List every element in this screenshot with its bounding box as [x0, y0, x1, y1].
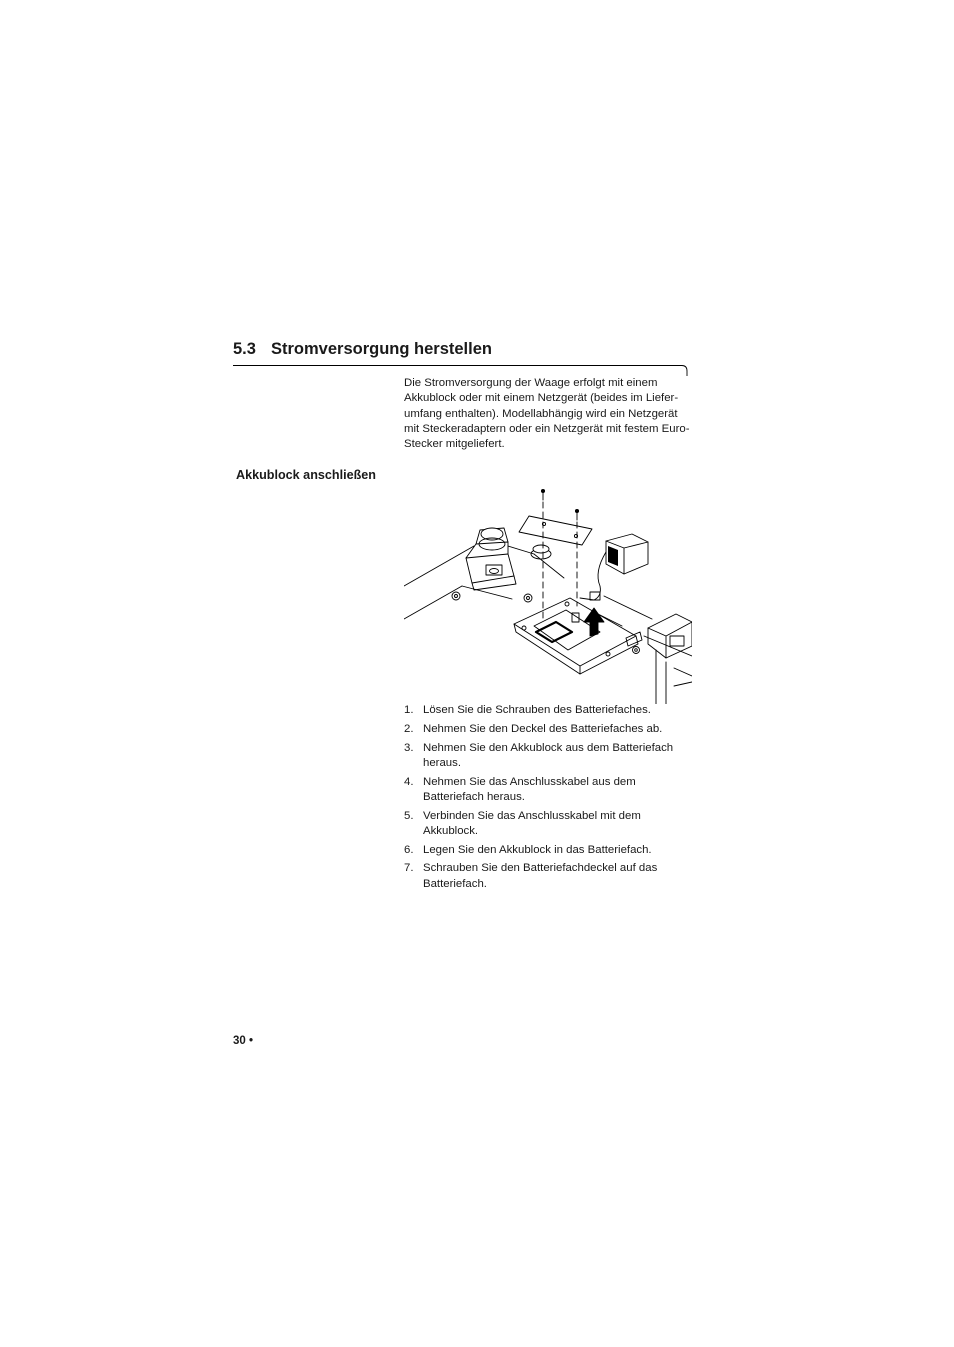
list-item — [404, 775, 694, 805]
step-number: 4. — [404, 775, 414, 788]
list-item — [404, 741, 694, 771]
step-text: Lösen Sie die Schrauben des Batteriefaches. — [423, 704, 651, 716]
step-text: Nehmen Sie den Deckel des Batteriefaches ab. — [423, 722, 663, 735]
step-text: Verbinden Sie das Anschlusskabel mit dem Akkublock. — [423, 809, 641, 837]
step-number: 6. — [404, 843, 414, 856]
step-number: 2. — [404, 722, 414, 735]
section-title: Stromversorgung herstellen — [271, 340, 492, 358]
list-item — [404, 809, 694, 839]
step-number: 5. — [404, 809, 414, 822]
step-list — [404, 703, 694, 895]
step-text: Schrauben Sie den Batteriefachdeckel auf das Batteriefach. — [423, 862, 658, 890]
battery-compartment-illustration — [404, 486, 692, 704]
section-rule — [233, 363, 688, 377]
section-heading — [233, 340, 492, 359]
list-item — [404, 843, 694, 858]
step-number: 1. — [404, 704, 414, 716]
list-item — [404, 703, 694, 718]
step-text: Nehmen Sie das Anschlusskabel aus dem Batteriefach heraus. — [423, 775, 636, 803]
subsection-title: Akkublock anschließen — [236, 468, 376, 482]
list-item — [404, 861, 694, 891]
step-text: Nehmen Sie den Akkublock aus dem Batteriefach heraus. — [423, 741, 674, 769]
page-number: 30 • — [233, 1035, 254, 1047]
step-number: 7. — [404, 862, 414, 875]
step-number: 3. — [404, 741, 414, 754]
intro-paragraph: Die Stromversorgung der Waage erfolgt mit einem Akkublock oder mit einem Netzgerät (beides im Liefer-umfang enthalten). Modellabhängig wird ein Netzgerät mit Steckeradaptern oder ein Netzgerät mit festem Euro-Stecker mitgeliefert. — [404, 377, 690, 451]
list-item — [404, 722, 694, 737]
section-number: 5.3 — [233, 340, 256, 358]
step-text: Legen Sie den Akkublock in das Batteriefach. — [423, 843, 652, 856]
